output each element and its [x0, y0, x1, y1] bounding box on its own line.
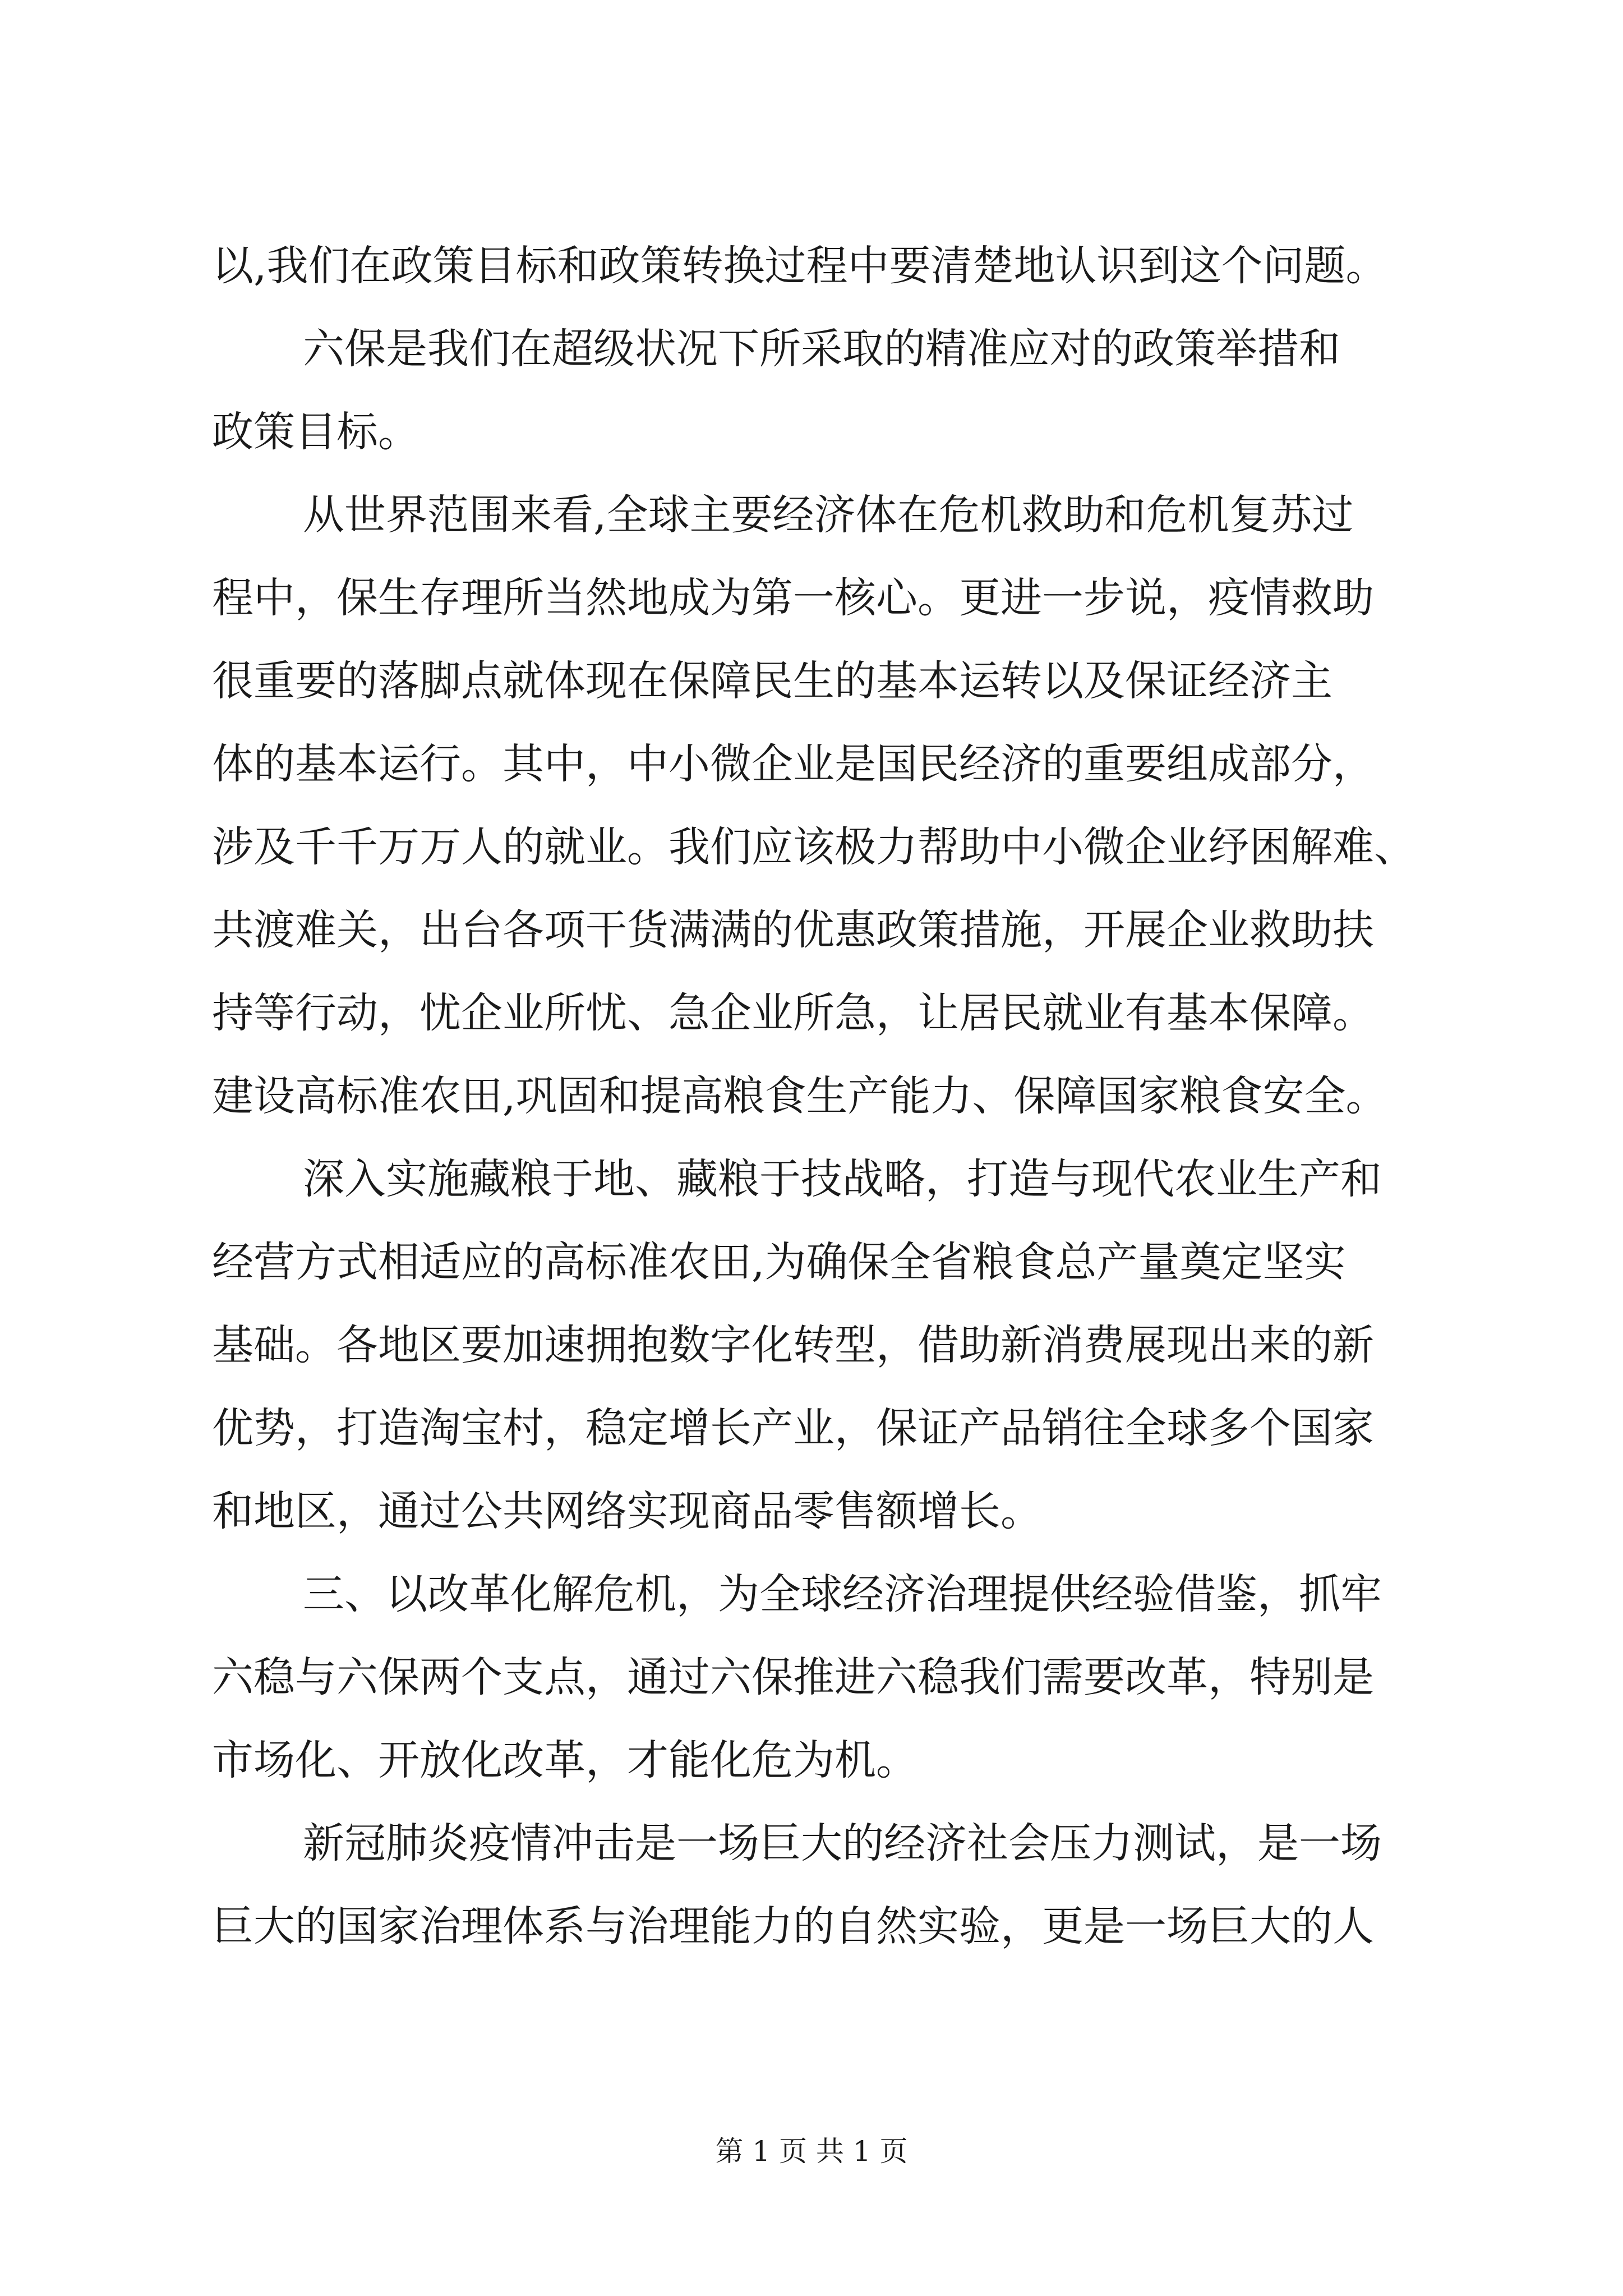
paragraph-line: 优势，打造淘宝村，稳定增长产业，保证产品销往全球多个国家: [212, 1404, 1374, 1452]
paragraph-line: 共渡难关，出台各项干货满满的优惠政策措施，开展企业救助扶: [212, 906, 1374, 954]
paragraph-line: 经营方式相适应的高标准农田,为确保全省粮食总产量奠定坚实: [212, 1238, 1346, 1286]
paragraph-line: 六稳与六保两个支点，通过六保推进六稳我们需要改革，特别是: [212, 1653, 1374, 1701]
paragraph-line: 新冠肺炎疫情冲击是一场巨大的经济社会压力测试，是一场: [303, 1819, 1382, 1867]
paragraph-line: 基础。各地区要加速拥抱数字化转型，借助新消费展现出来的新: [212, 1321, 1374, 1369]
paragraph-line: 持等行动，忧企业所忧、急企业所急，让居民就业有基本保障。: [212, 989, 1374, 1037]
paragraph-line: 六保是我们在超级状况下所采取的精准应对的政策举措和: [303, 325, 1340, 373]
paragraph-line: 巨大的国家治理体系与治理能力的自然实验，更是一场巨大的人: [212, 1902, 1374, 1950]
paragraph-line: 涉及千千万万人的就业。我们应该极力帮助中小微企业纾困解难、: [212, 823, 1415, 871]
paragraph-line: 三、以改革化解危机，为全球经济治理提供经验借鉴，抓牢: [303, 1570, 1382, 1618]
paragraph-line: 以,我们在政策目标和政策转换过程中要清楚地认识到这个问题。: [212, 242, 1387, 290]
paragraph-line: 程中，保生存理所当然地成为第一核心。更进一步说，疫情救助: [212, 574, 1374, 622]
paragraph-line: 很重要的落脚点就体现在保障民生的基本运转以及保证经济主: [212, 657, 1332, 705]
paragraph-line: 从世界范围来看,全球主要经济体在危机救助和危机复苏过: [303, 491, 1354, 539]
paragraph-line: 政策目标。: [212, 408, 419, 456]
paragraph-line: 和地区，通过公共网络实现商品零售额增长。: [212, 1487, 1042, 1535]
page-footer: 第 1 页 共 1 页: [715, 2135, 908, 2168]
paragraph-line: 体的基本运行。其中，中小微企业是国民经济的重要组成部分，: [212, 740, 1374, 788]
document-body: [212, 224, 1418, 1968]
paragraph-line: 深入实施藏粮于地、藏粮于技战略，打造与现代农业生产和: [303, 1155, 1382, 1203]
paragraph-line: 建设高标准农田,巩固和提高粮食生产能力、保障国家粮食安全。: [212, 1072, 1387, 1120]
paragraph-line: 市场化、开放化改革，才能化危为机。: [212, 1736, 917, 1784]
